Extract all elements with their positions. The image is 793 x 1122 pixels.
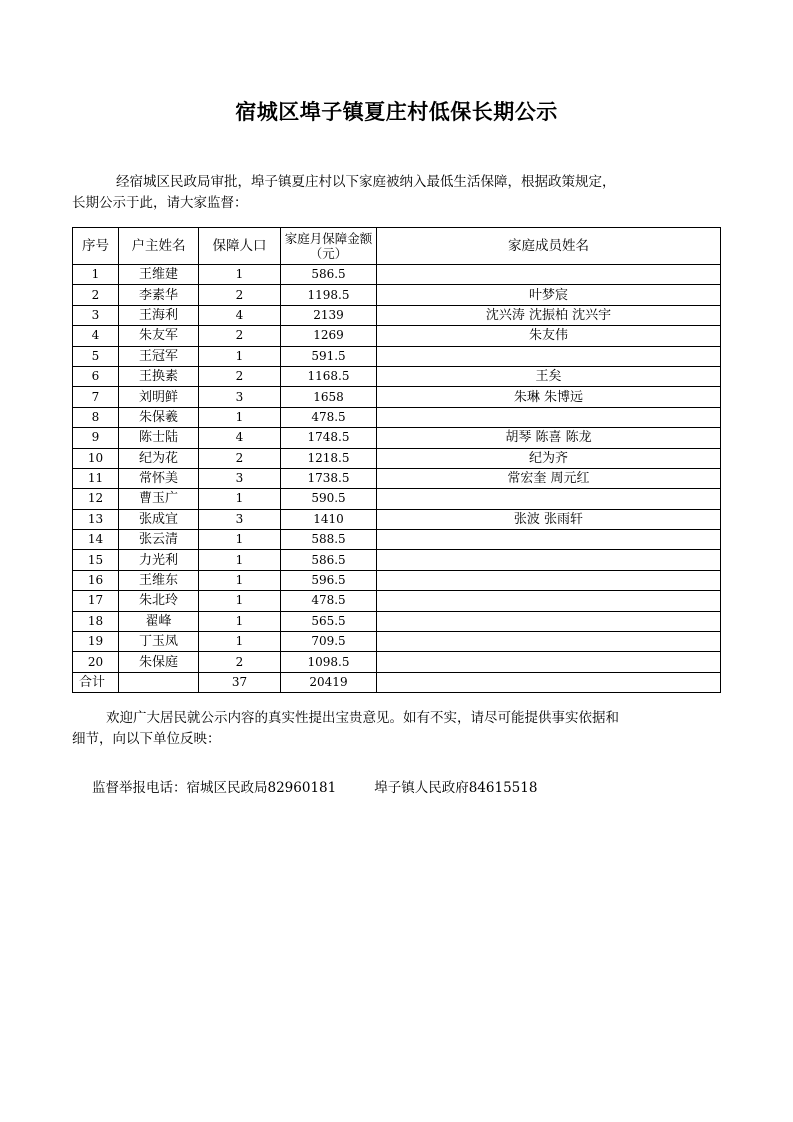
row-index: 2 <box>73 285 119 305</box>
row-members <box>377 570 721 590</box>
row-amount: 1218.5 <box>281 448 377 468</box>
table-row <box>73 652 721 672</box>
table-row <box>73 346 721 366</box>
total-empty-name <box>119 672 199 692</box>
row-index: 20 <box>73 652 119 672</box>
row-index: 14 <box>73 530 119 550</box>
row-members: 朱友伟 <box>377 326 721 346</box>
row-index: 1 <box>73 265 119 285</box>
row-head-name: 纪为花 <box>119 448 199 468</box>
row-persons: 1 <box>199 611 281 631</box>
table-row <box>73 550 721 570</box>
row-persons: 1 <box>199 550 281 570</box>
table-row <box>73 570 721 590</box>
row-index: 16 <box>73 570 119 590</box>
row-head-name: 张云清 <box>119 530 199 550</box>
row-head-name: 常怀美 <box>119 468 199 488</box>
header-persons: 保障人口 <box>199 228 281 265</box>
row-head-name: 王维东 <box>119 570 199 590</box>
closing-line-1: 欢迎广大居民就公示内容的真实性提出宝贵意见。如有不实，请尽可能提供事实依据和 <box>106 710 619 726</box>
row-persons: 3 <box>199 468 281 488</box>
row-persons: 2 <box>199 448 281 468</box>
closing-line-2: 细节，向以下单位反映： <box>72 731 221 747</box>
row-persons: 3 <box>199 509 281 529</box>
row-amount: 1748.5 <box>281 428 377 448</box>
town-government-phone: 埠子镇人民政府84615518 <box>374 780 538 796</box>
row-persons: 2 <box>199 326 281 346</box>
table-row <box>73 428 721 448</box>
table-row <box>73 632 721 652</box>
row-index: 8 <box>73 407 119 427</box>
row-persons: 1 <box>199 591 281 611</box>
row-members <box>377 611 721 631</box>
row-index: 17 <box>73 591 119 611</box>
intro-paragraph <box>72 172 722 214</box>
row-persons: 2 <box>199 652 281 672</box>
row-persons: 1 <box>199 530 281 550</box>
row-persons: 1 <box>199 632 281 652</box>
total-persons: 37 <box>199 672 281 692</box>
row-persons: 3 <box>199 387 281 407</box>
row-head-name: 刘明鲜 <box>119 387 199 407</box>
total-amount: 20419 <box>281 672 377 692</box>
row-head-name: 朱北玲 <box>119 591 199 611</box>
row-members <box>377 489 721 509</box>
row-members <box>377 591 721 611</box>
row-amount: 478.5 <box>281 407 377 427</box>
row-persons: 4 <box>199 305 281 325</box>
row-amount: 478.5 <box>281 591 377 611</box>
contact-label: 监督举报电话： <box>92 780 187 796</box>
row-persons: 1 <box>199 265 281 285</box>
table-row <box>73 387 721 407</box>
row-persons: 2 <box>199 285 281 305</box>
row-head-name: 张成宜 <box>119 509 199 529</box>
closing-paragraph <box>72 708 722 750</box>
table-row <box>73 448 721 468</box>
row-index: 10 <box>73 448 119 468</box>
table-row <box>73 285 721 305</box>
row-amount: 588.5 <box>281 530 377 550</box>
row-members: 朱琳 朱博远 <box>377 387 721 407</box>
row-amount: 1198.5 <box>281 285 377 305</box>
row-index: 19 <box>73 632 119 652</box>
row-amount: 1738.5 <box>281 468 377 488</box>
row-head-name: 力光利 <box>119 550 199 570</box>
row-members: 沈兴涛 沈振柏 沈兴宇 <box>377 305 721 325</box>
row-persons: 1 <box>199 407 281 427</box>
row-persons: 1 <box>199 346 281 366</box>
row-persons: 2 <box>199 366 281 386</box>
intro-line-2: 长期公示于此，请大家监督： <box>72 195 248 211</box>
row-amount: 1168.5 <box>281 366 377 386</box>
header-head-name: 户主姓名 <box>119 228 199 265</box>
row-index: 12 <box>73 489 119 509</box>
row-members <box>377 632 721 652</box>
row-amount: 565.5 <box>281 611 377 631</box>
row-index: 15 <box>73 550 119 570</box>
header-index: 序号 <box>73 228 119 265</box>
total-label: 合计 <box>73 672 119 692</box>
beneficiary-table <box>72 227 721 693</box>
row-members: 王矣 <box>377 366 721 386</box>
row-members <box>377 346 721 366</box>
row-members: 常宏奎 周元红 <box>377 468 721 488</box>
row-head-name: 朱友军 <box>119 326 199 346</box>
row-head-name: 王维建 <box>119 265 199 285</box>
row-members: 张波 张雨轩 <box>377 509 721 529</box>
row-head-name: 朱保庭 <box>119 652 199 672</box>
row-index: 4 <box>73 326 119 346</box>
row-persons: 4 <box>199 428 281 448</box>
civil-affairs-phone: 宿城区民政局82960181 <box>186 780 337 796</box>
table-row <box>73 366 721 386</box>
row-amount: 591.5 <box>281 346 377 366</box>
row-members: 叶梦宸 <box>377 285 721 305</box>
row-index: 13 <box>73 509 119 529</box>
row-head-name: 王换素 <box>119 366 199 386</box>
row-amount: 709.5 <box>281 632 377 652</box>
contact-line <box>92 776 537 796</box>
table-row <box>73 407 721 427</box>
table-row <box>73 468 721 488</box>
row-members <box>377 530 721 550</box>
row-amount: 586.5 <box>281 265 377 285</box>
row-index: 3 <box>73 305 119 325</box>
row-head-name: 丁玉凤 <box>119 632 199 652</box>
row-persons: 1 <box>199 489 281 509</box>
table-row <box>73 591 721 611</box>
row-head-name: 朱保羲 <box>119 407 199 427</box>
row-amount: 1269 <box>281 326 377 346</box>
row-index: 7 <box>73 387 119 407</box>
table-header-row <box>73 228 721 265</box>
table-row <box>73 509 721 529</box>
table-row <box>73 265 721 285</box>
total-empty-members <box>377 672 721 692</box>
row-amount: 1098.5 <box>281 652 377 672</box>
row-amount: 590.5 <box>281 489 377 509</box>
row-amount: 586.5 <box>281 550 377 570</box>
row-members: 胡琴 陈喜 陈龙 <box>377 428 721 448</box>
header-amount: 家庭月保障金额（元） <box>281 228 377 265</box>
row-head-name: 王冠军 <box>119 346 199 366</box>
row-amount: 2139 <box>281 305 377 325</box>
table-row <box>73 489 721 509</box>
row-index: 5 <box>73 346 119 366</box>
row-head-name: 陈士陆 <box>119 428 199 448</box>
row-amount: 1410 <box>281 509 377 529</box>
table-row <box>73 611 721 631</box>
row-amount: 1658 <box>281 387 377 407</box>
row-head-name: 李素华 <box>119 285 199 305</box>
table-row <box>73 305 721 325</box>
row-members <box>377 265 721 285</box>
row-amount: 596.5 <box>281 570 377 590</box>
header-members: 家庭成员姓名 <box>377 228 721 265</box>
row-members <box>377 550 721 570</box>
row-index: 18 <box>73 611 119 631</box>
intro-line-1: 经宿城区民政局审批，埠子镇夏庄村以下家庭被纳入最低生活保障，根据政策规定， <box>116 174 616 190</box>
row-index: 9 <box>73 428 119 448</box>
row-members <box>377 407 721 427</box>
table-row <box>73 326 721 346</box>
row-index: 6 <box>73 366 119 386</box>
row-head-name: 王海利 <box>119 305 199 325</box>
row-head-name: 翟峰 <box>119 611 199 631</box>
row-head-name: 曹玉广 <box>119 489 199 509</box>
total-row <box>73 672 721 692</box>
table-body <box>73 265 721 673</box>
row-members: 纪为齐 <box>377 448 721 468</box>
table-row <box>73 530 721 550</box>
row-index: 11 <box>73 468 119 488</box>
row-persons: 1 <box>199 570 281 590</box>
row-members <box>377 652 721 672</box>
document-title: 宿城区埠子镇夏庄村低保长期公示 <box>235 99 558 124</box>
